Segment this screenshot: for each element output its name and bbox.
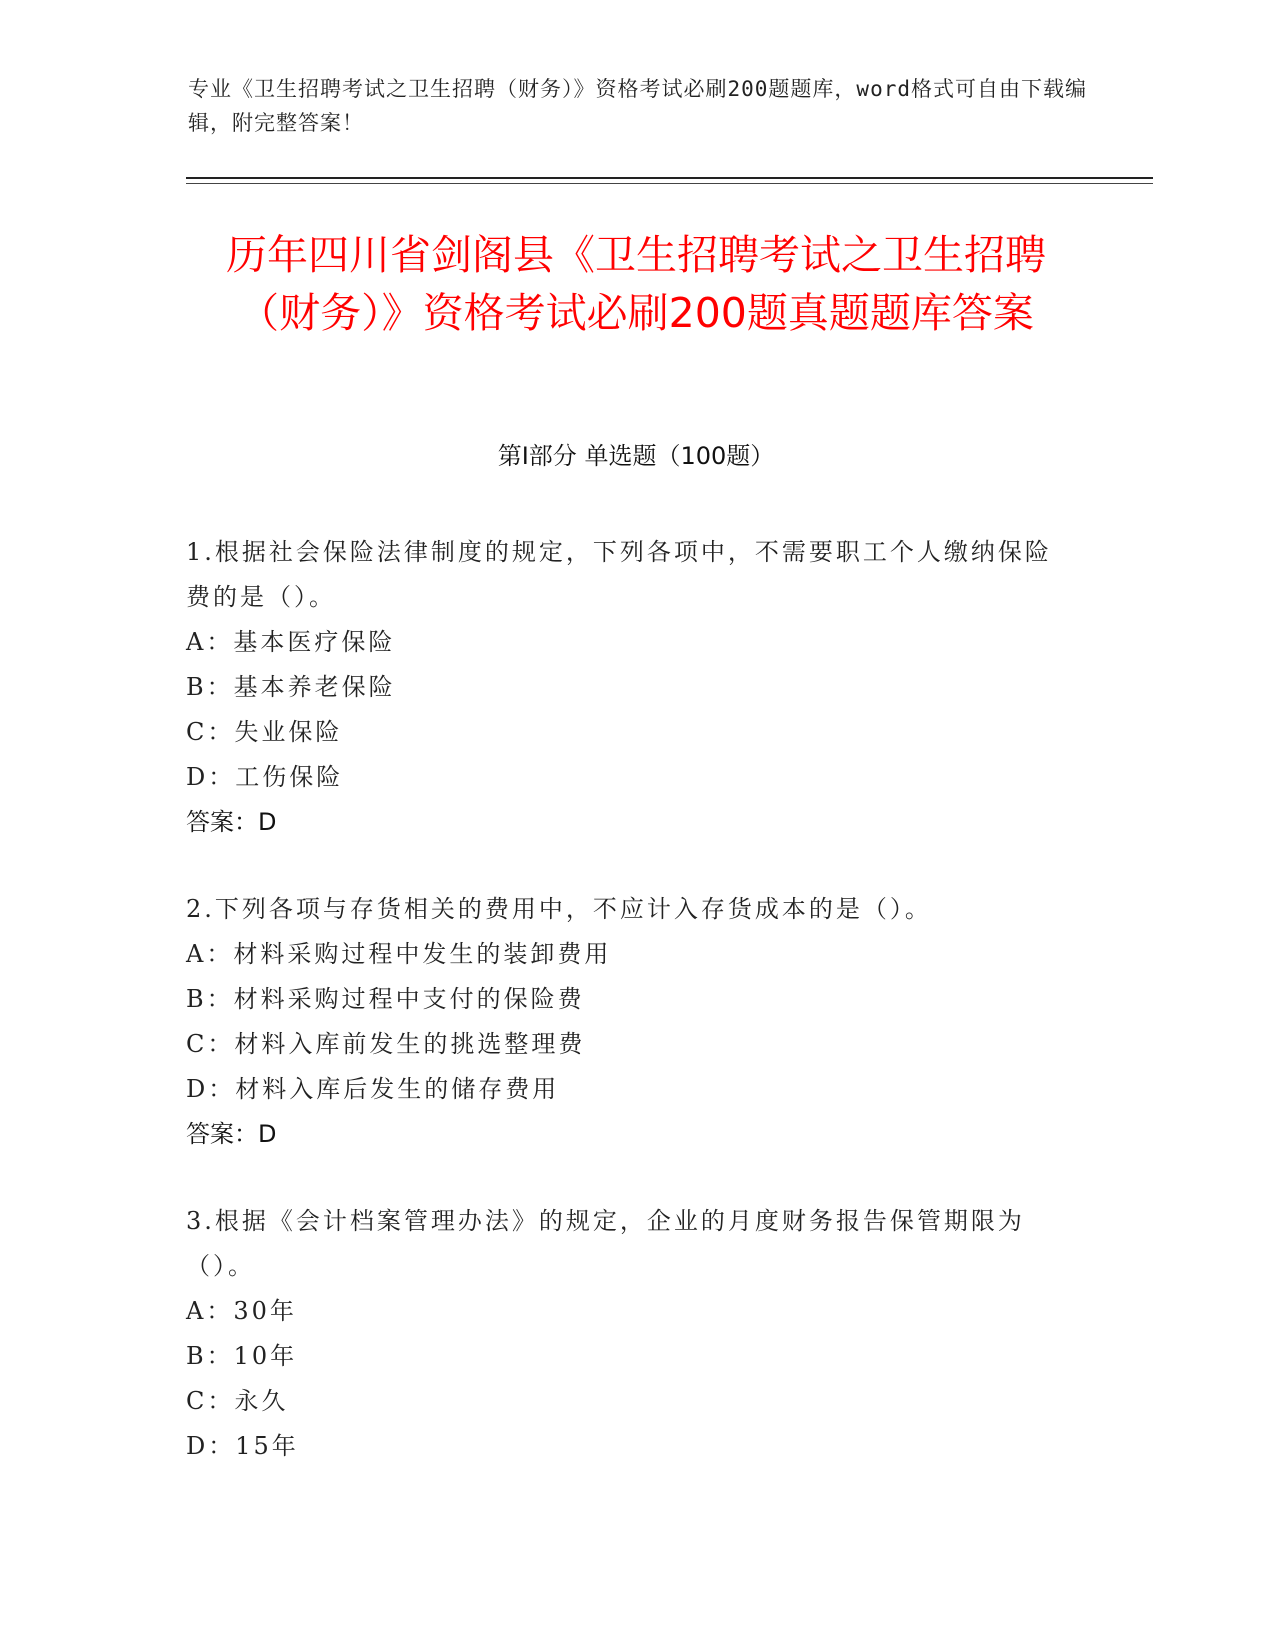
option-b: B：基本养老保险 xyxy=(186,673,396,701)
question-1 xyxy=(186,530,1056,845)
option-a: A：30年 xyxy=(186,1297,297,1325)
header-note: 专业《卫生招聘考试之卫生招聘（财务）》资格考试必刷200题题库，word格式可自由下载编辑，附完整答案！ xyxy=(188,77,1087,135)
option-a: A：基本医疗保险 xyxy=(186,628,396,656)
header-rule-thin xyxy=(186,183,1153,184)
question-stem: 3.根据《会计档案管理办法》的规定，企业的月度财务报告保管期限为（）。 xyxy=(186,1207,1025,1280)
header-rule-thick xyxy=(186,177,1153,179)
option-c: C：失业保险 xyxy=(186,718,343,746)
option-d: D：工伤保险 xyxy=(186,763,344,791)
option-a: A：材料采购过程中发生的装卸费用 xyxy=(186,940,612,968)
section-title: 第I部分 单选题（100题） xyxy=(497,442,775,470)
option-b: B：10年 xyxy=(186,1342,298,1370)
question-list xyxy=(186,530,1056,1511)
document-title: 历年四川省剑阁县《卫生招聘考试之卫生招聘（财务）》资格考试必刷200题真题题库答案 xyxy=(226,231,1046,337)
answer: 答案：D xyxy=(186,1120,277,1148)
answer: 答案：D xyxy=(186,808,277,836)
question-2 xyxy=(186,887,1056,1157)
question-stem: 1.根据社会保险法律制度的规定，下列各项中，不需要职工个人缴纳保险费的是（）。 xyxy=(186,538,1052,611)
option-c: C：材料入库前发生的挑选整理费 xyxy=(186,1030,586,1058)
option-d: D：15年 xyxy=(186,1432,299,1460)
question-stem: 2.下列各项与存货相关的费用中，不应计入存货成本的是（）。 xyxy=(186,895,932,923)
option-b: B：材料采购过程中支付的保险费 xyxy=(186,985,585,1013)
option-c: C：永久 xyxy=(186,1387,289,1415)
question-3 xyxy=(186,1199,1056,1469)
option-d: D：材料入库后发生的储存费用 xyxy=(186,1075,560,1103)
